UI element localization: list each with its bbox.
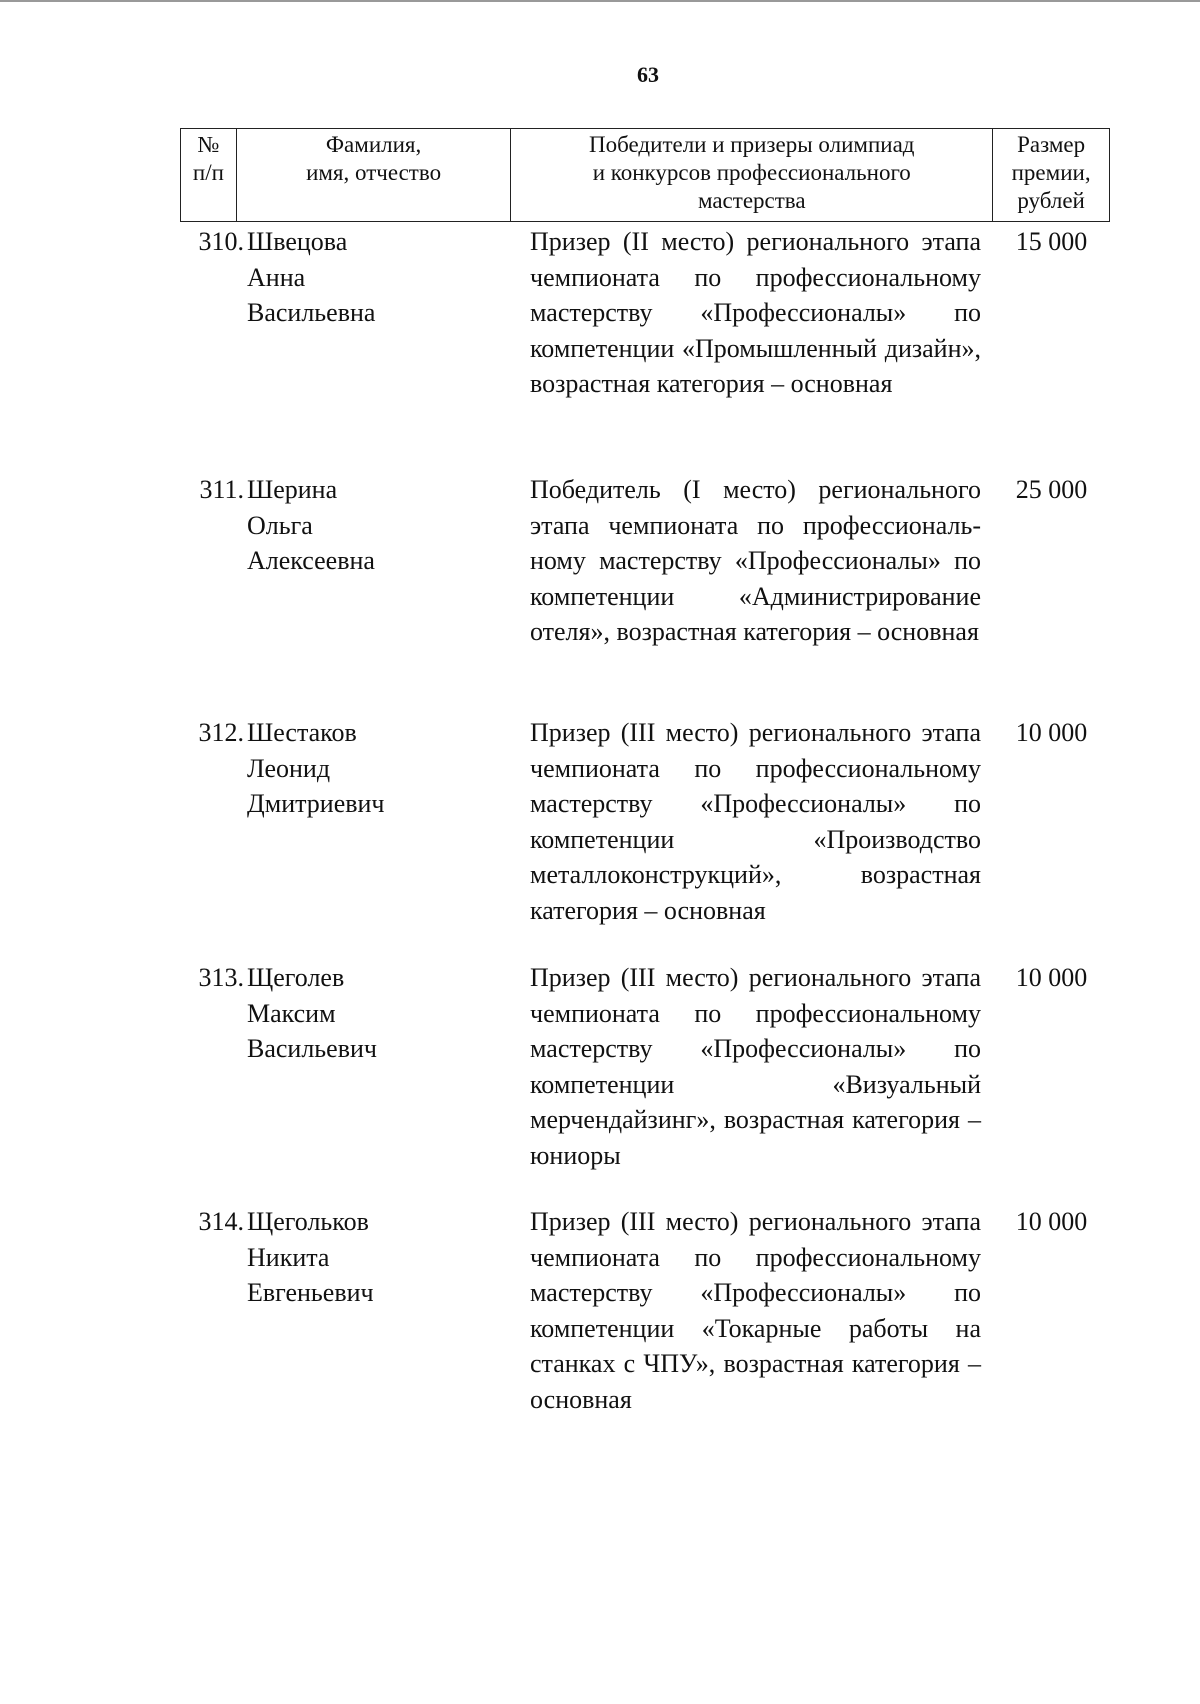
- header-achievement: [510, 129, 992, 221]
- header-prize: [992, 129, 1109, 221]
- first-name: Ольга: [247, 510, 313, 540]
- header-name-line: имя, отчество: [306, 160, 442, 185]
- table-row: [180, 472, 1110, 650]
- surname: Шестаков: [247, 718, 357, 747]
- header-achievement-line: и конкурсов профессионального: [592, 160, 911, 185]
- row-achievement: Призер (II место) регионального этапа чемпионата по профессиональному мастерству «Профессионалы» по компетенции «Промышленный дизайн», возрастная категория – основная: [530, 227, 981, 398]
- header-achievement-line: Победители и призеры олимпиад: [589, 132, 915, 157]
- header-prize-line: Размер: [1017, 132, 1086, 157]
- header-prize-line: рублей: [1017, 188, 1085, 213]
- table-row: [180, 1204, 1110, 1417]
- scan-edge-line: [0, 0, 1200, 2]
- first-name: Максим: [247, 998, 336, 1028]
- surname: Швецова: [247, 227, 348, 256]
- row-achievement: Призер (III место) регионального этапа чемпионата по профессиональному мастерству «Профессионалы» по компетенции «Визуальный мерчендайзинг», возрастная категория – юниоры: [530, 963, 981, 1170]
- patronymic: Васильевна: [247, 298, 376, 327]
- row-achievement: Победитель (I место) регионального этапа чемпионата по профессиональному мастерству «Профессионалы» по компетенции «Администрирование отеля», возрастная категория – основная: [530, 475, 981, 646]
- row-number-text: 312.: [198, 718, 244, 747]
- row-prize: 10 000: [1015, 718, 1088, 747]
- surname: Шерина: [247, 475, 338, 504]
- row-name: [235, 224, 510, 331]
- page-number: 63: [637, 62, 659, 87]
- row-achievement: Призер (III место) регионального этапа чемпионата по профессиональному мастерству «Профессионалы» по компетенции «Производство металлоконструкций», возрастная категория – основная: [530, 718, 981, 925]
- patronymic: Евгеньевич: [247, 1278, 374, 1307]
- row-prize: 15 000: [1015, 227, 1088, 256]
- row-number-text: 313.: [198, 963, 244, 992]
- patronymic: Васильевич: [247, 1034, 377, 1063]
- row-number-text: 311.: [199, 475, 244, 504]
- awards-table: [180, 128, 1110, 222]
- row-achievement: Призер (III место) регионального этапа чемпионата по профессиональному мастерству «Профессионалы» по компетенции «Токарные работы на станках с ЧПУ», возрастная категория – основная: [530, 1207, 981, 1414]
- row-name: [235, 1204, 510, 1311]
- row-prize: 25 000: [1015, 475, 1088, 504]
- surname: Щеголев: [247, 963, 345, 992]
- table-row: [180, 960, 1110, 1173]
- header-name: [236, 129, 510, 221]
- first-name: Анна: [247, 262, 306, 292]
- header-num-line: №: [197, 132, 220, 157]
- header-num: [181, 129, 236, 221]
- row-name: [235, 472, 510, 579]
- row-name: [235, 715, 510, 822]
- header-achievement-line: мастерства: [697, 188, 806, 213]
- row-number-text: 310.: [198, 227, 244, 256]
- row-number-text: 314.: [198, 1207, 244, 1236]
- surname: Щегольков: [247, 1207, 369, 1236]
- row-name: [235, 960, 510, 1067]
- table-row: [180, 715, 1110, 928]
- table-row: [180, 224, 1110, 402]
- first-name: Никита: [247, 1242, 330, 1272]
- header-name-line: Фамилия,: [325, 132, 422, 157]
- header-prize-line: премии,: [1011, 160, 1091, 185]
- row-prize: 10 000: [1015, 963, 1088, 992]
- first-name: Леонид: [247, 753, 331, 783]
- table-header: [180, 128, 1110, 222]
- patronymic: Дмитриевич: [247, 789, 385, 818]
- header-num-line: п/п: [192, 160, 224, 185]
- row-prize: 10 000: [1015, 1207, 1088, 1236]
- patronymic: Алексеевна: [247, 546, 375, 575]
